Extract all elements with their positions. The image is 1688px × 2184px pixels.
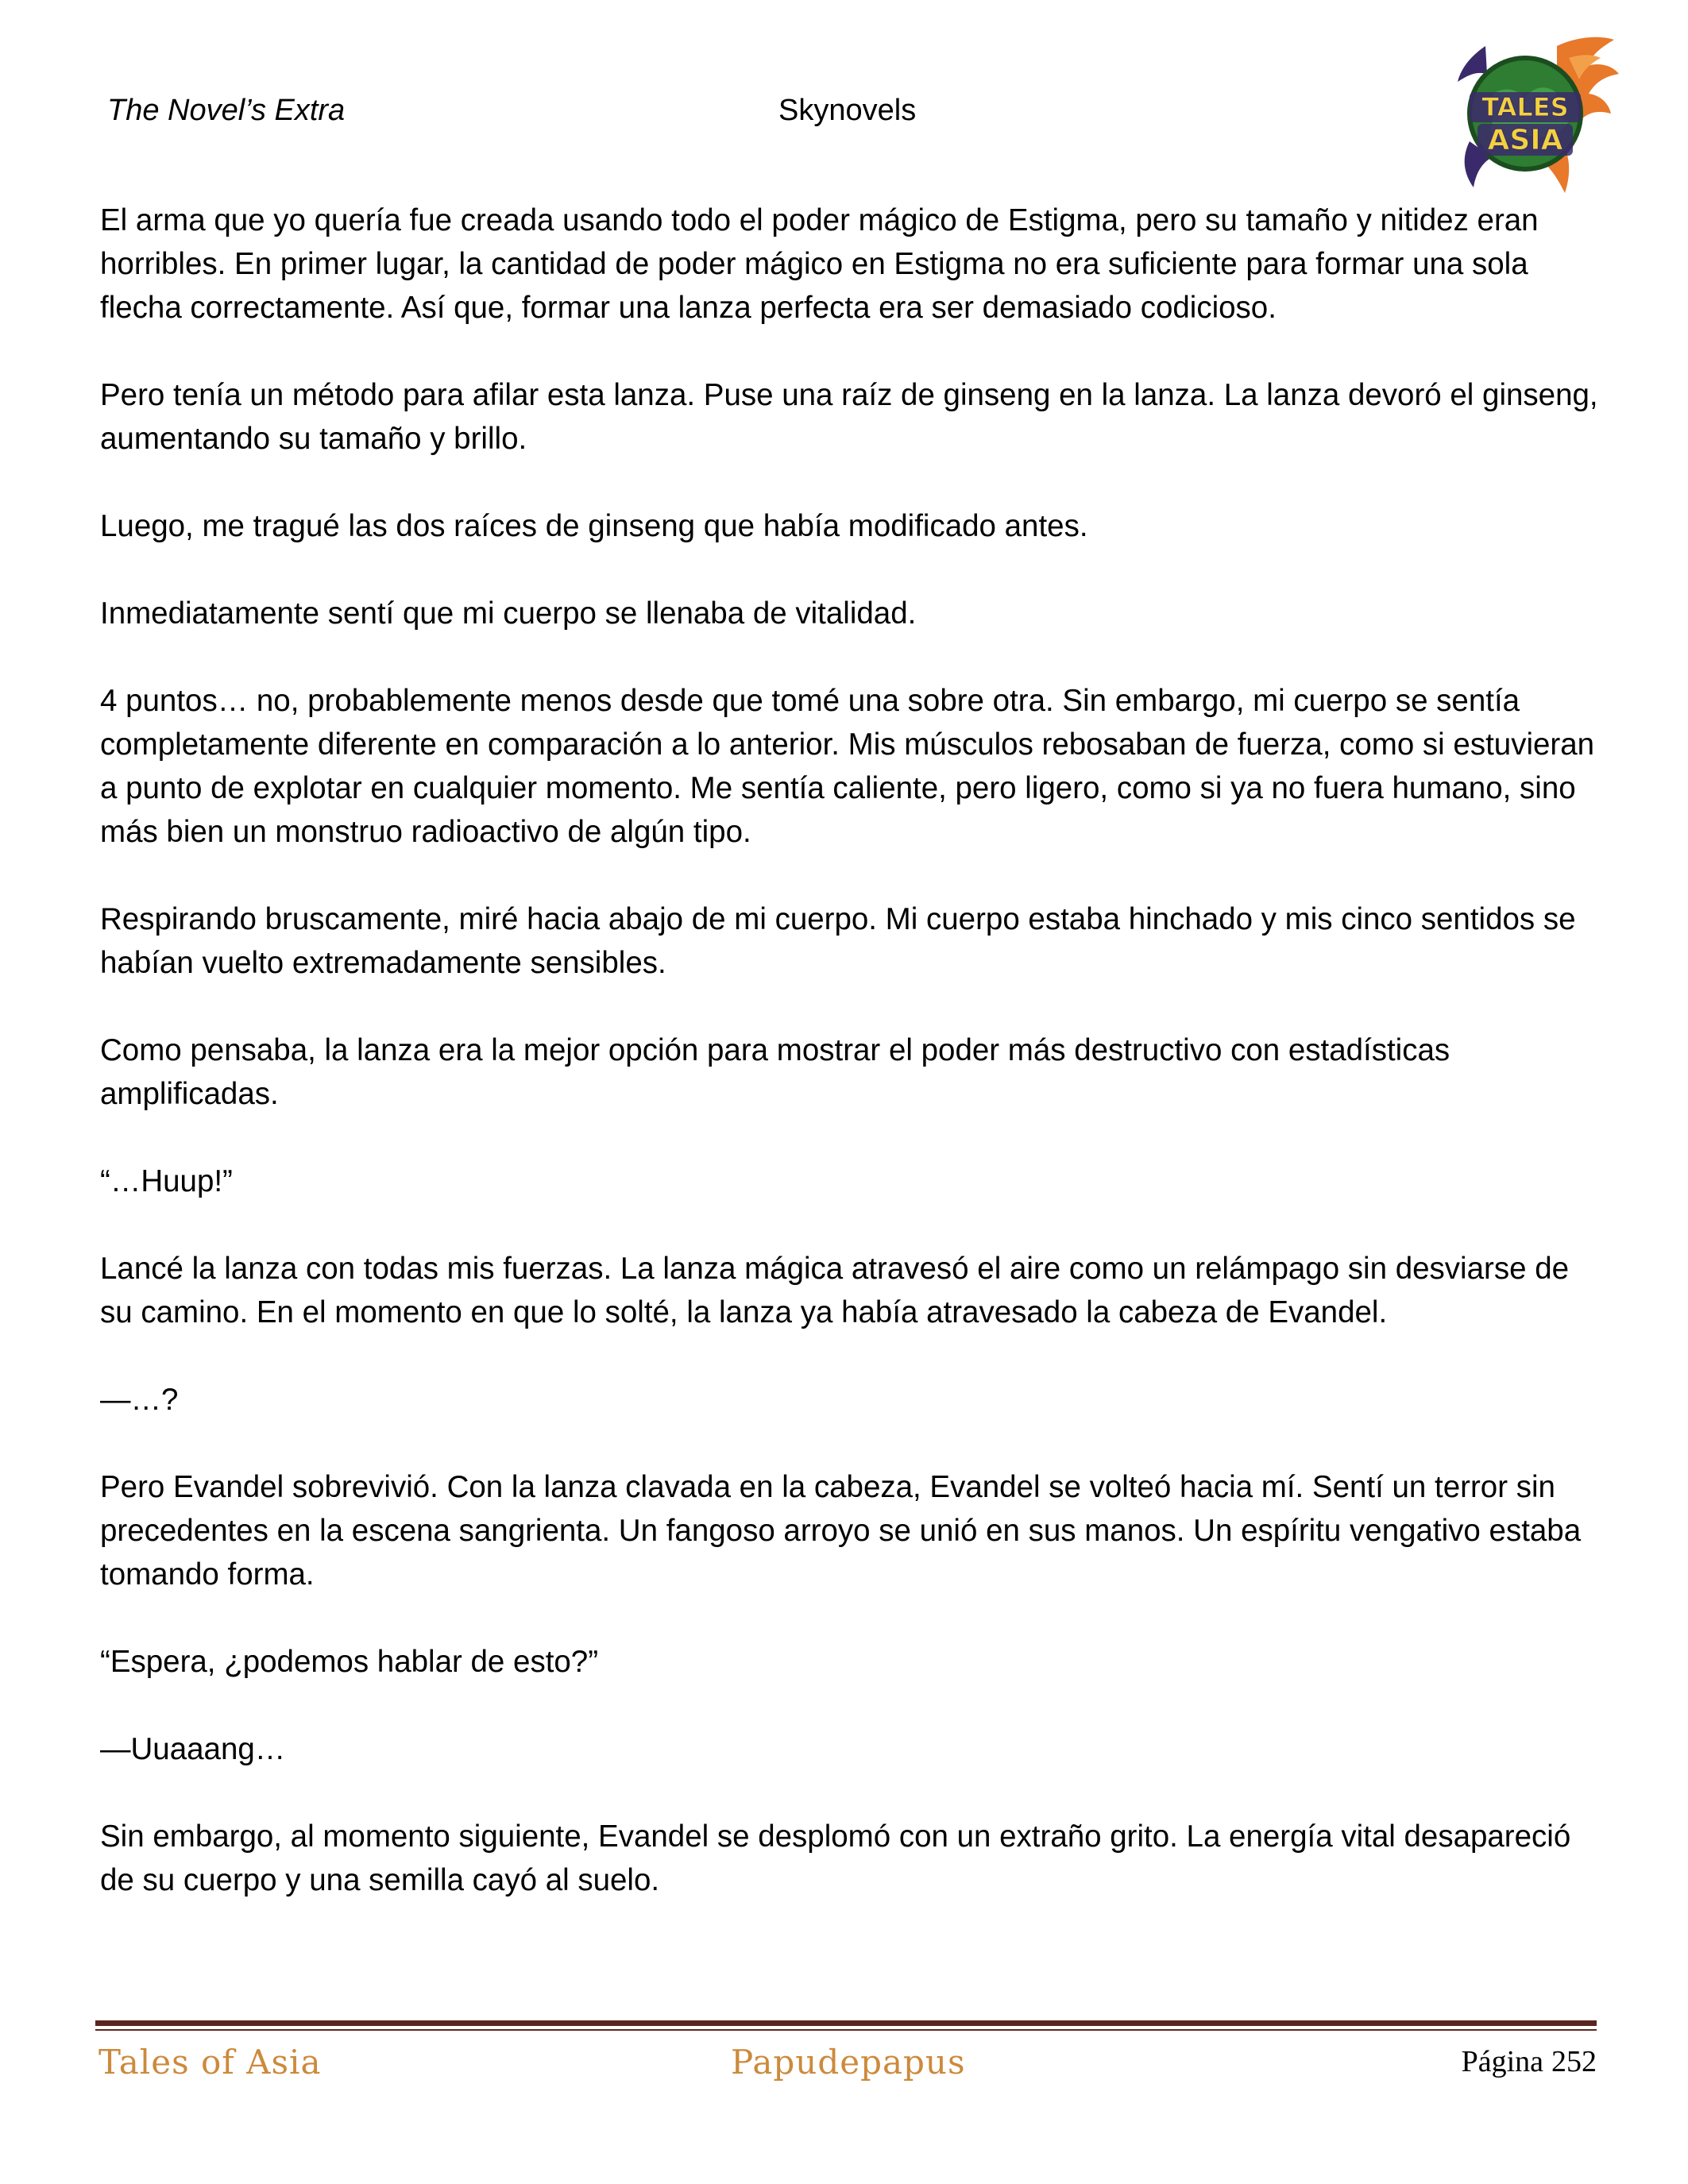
paragraph: 4 puntos… no, probablemente menos desde que tomé una sobre otra. Sin embargo, mi cuerpo se sentía completamente diferente en comparación a lo anterior. Mis músculos rebosaban de fuerza, como si estuvieran a punto de explotar en cualquier momento. Me sentía caliente, pero ligero, como si ya no fuera humano, sino más bien un monstruo radioactivo de algún tipo. bbox=[100, 684, 1595, 849]
paragraph: Sin embargo, al momento siguiente, Evandel se desplomó con un extraño grito. La energía vital desapareció de su cuerpo y una semilla cayó al suelo. bbox=[100, 1819, 1571, 1897]
paragraph: El arma que yo quería fue creada usando todo el poder mágico de Estigma, pero su tamaño y nitidez eran horribles. En primer lugar, la cantidad de poder mágico en Estigma no era suficiente para formar una sola flecha correctamente. Así que, formar una lanza perfecta era ser demasiado codicioso. bbox=[100, 203, 1539, 325]
tales-of-asia-logo-icon bbox=[1438, 30, 1620, 201]
svg-text:TALES: TALES bbox=[1481, 92, 1569, 122]
paragraph: Luego, me tragué las dos raíces de ginseng que había modificado antes. bbox=[100, 509, 1088, 543]
site-name: Skynovels bbox=[778, 94, 917, 127]
paragraph: “Espera, ¿podemos hablar de esto?” bbox=[100, 1645, 599, 1679]
page-number-value: 252 bbox=[1551, 2045, 1597, 2078]
book-title: The Novel’s Extra bbox=[107, 94, 346, 127]
page-label: Página bbox=[1461, 2045, 1543, 2078]
paragraph: “…Huup!” bbox=[100, 1164, 233, 1198]
footer-site-name: Tales of Asia bbox=[98, 2043, 322, 2082]
paragraph: Pero tenía un método para afilar esta lanza. Puse una raíz de ginseng en la lanza. La lanza devoró el ginseng, aumentando su tamaño y brillo. bbox=[100, 378, 1598, 456]
footer-divider bbox=[95, 2020, 1597, 2026]
paragraph: —…? bbox=[100, 1383, 179, 1417]
svg-text:ASIA: ASIA bbox=[1487, 124, 1563, 156]
page-header bbox=[0, 0, 1688, 206]
footer-divider-thin bbox=[95, 2029, 1597, 2031]
page-number bbox=[1454, 2044, 1597, 2079]
paragraph: Como pensaba, la lanza era la mejor opción para mostrar el poder más destructivo con estadísticas amplificadas. bbox=[100, 1033, 1450, 1111]
paragraph: —Uuaaang… bbox=[100, 1732, 286, 1766]
chapter-body bbox=[100, 199, 1601, 1946]
footer-translator: Papudepapus bbox=[731, 2043, 966, 2082]
paragraph: Pero Evandel sobrevivió. Con la lanza clavada en la cabeza, Evandel se volteó hacia mí. Sentí un terror sin precedentes en la escena sangrienta. Un fangoso arroyo se unió en sus manos. Un espíritu vengativo estaba tomando forma. bbox=[100, 1470, 1582, 1592]
paragraph: Respirando bruscamente, miré hacia abajo de mi cuerpo. Mi cuerpo estaba hinchado y mis cinco sentidos se habían vuelto extremadamente sensibles. bbox=[100, 902, 1576, 980]
paragraph: Lancé la lanza con todas mis fuerzas. La lanza mágica atravesó el aire como un relámpago sin desviarse de su camino. En el momento en que lo solté, la lanza ya había atravesado la cabeza de Evandel. bbox=[100, 1252, 1570, 1329]
paragraph: Inmediatamente sentí que mi cuerpo se llenaba de vitalidad. bbox=[100, 596, 917, 631]
